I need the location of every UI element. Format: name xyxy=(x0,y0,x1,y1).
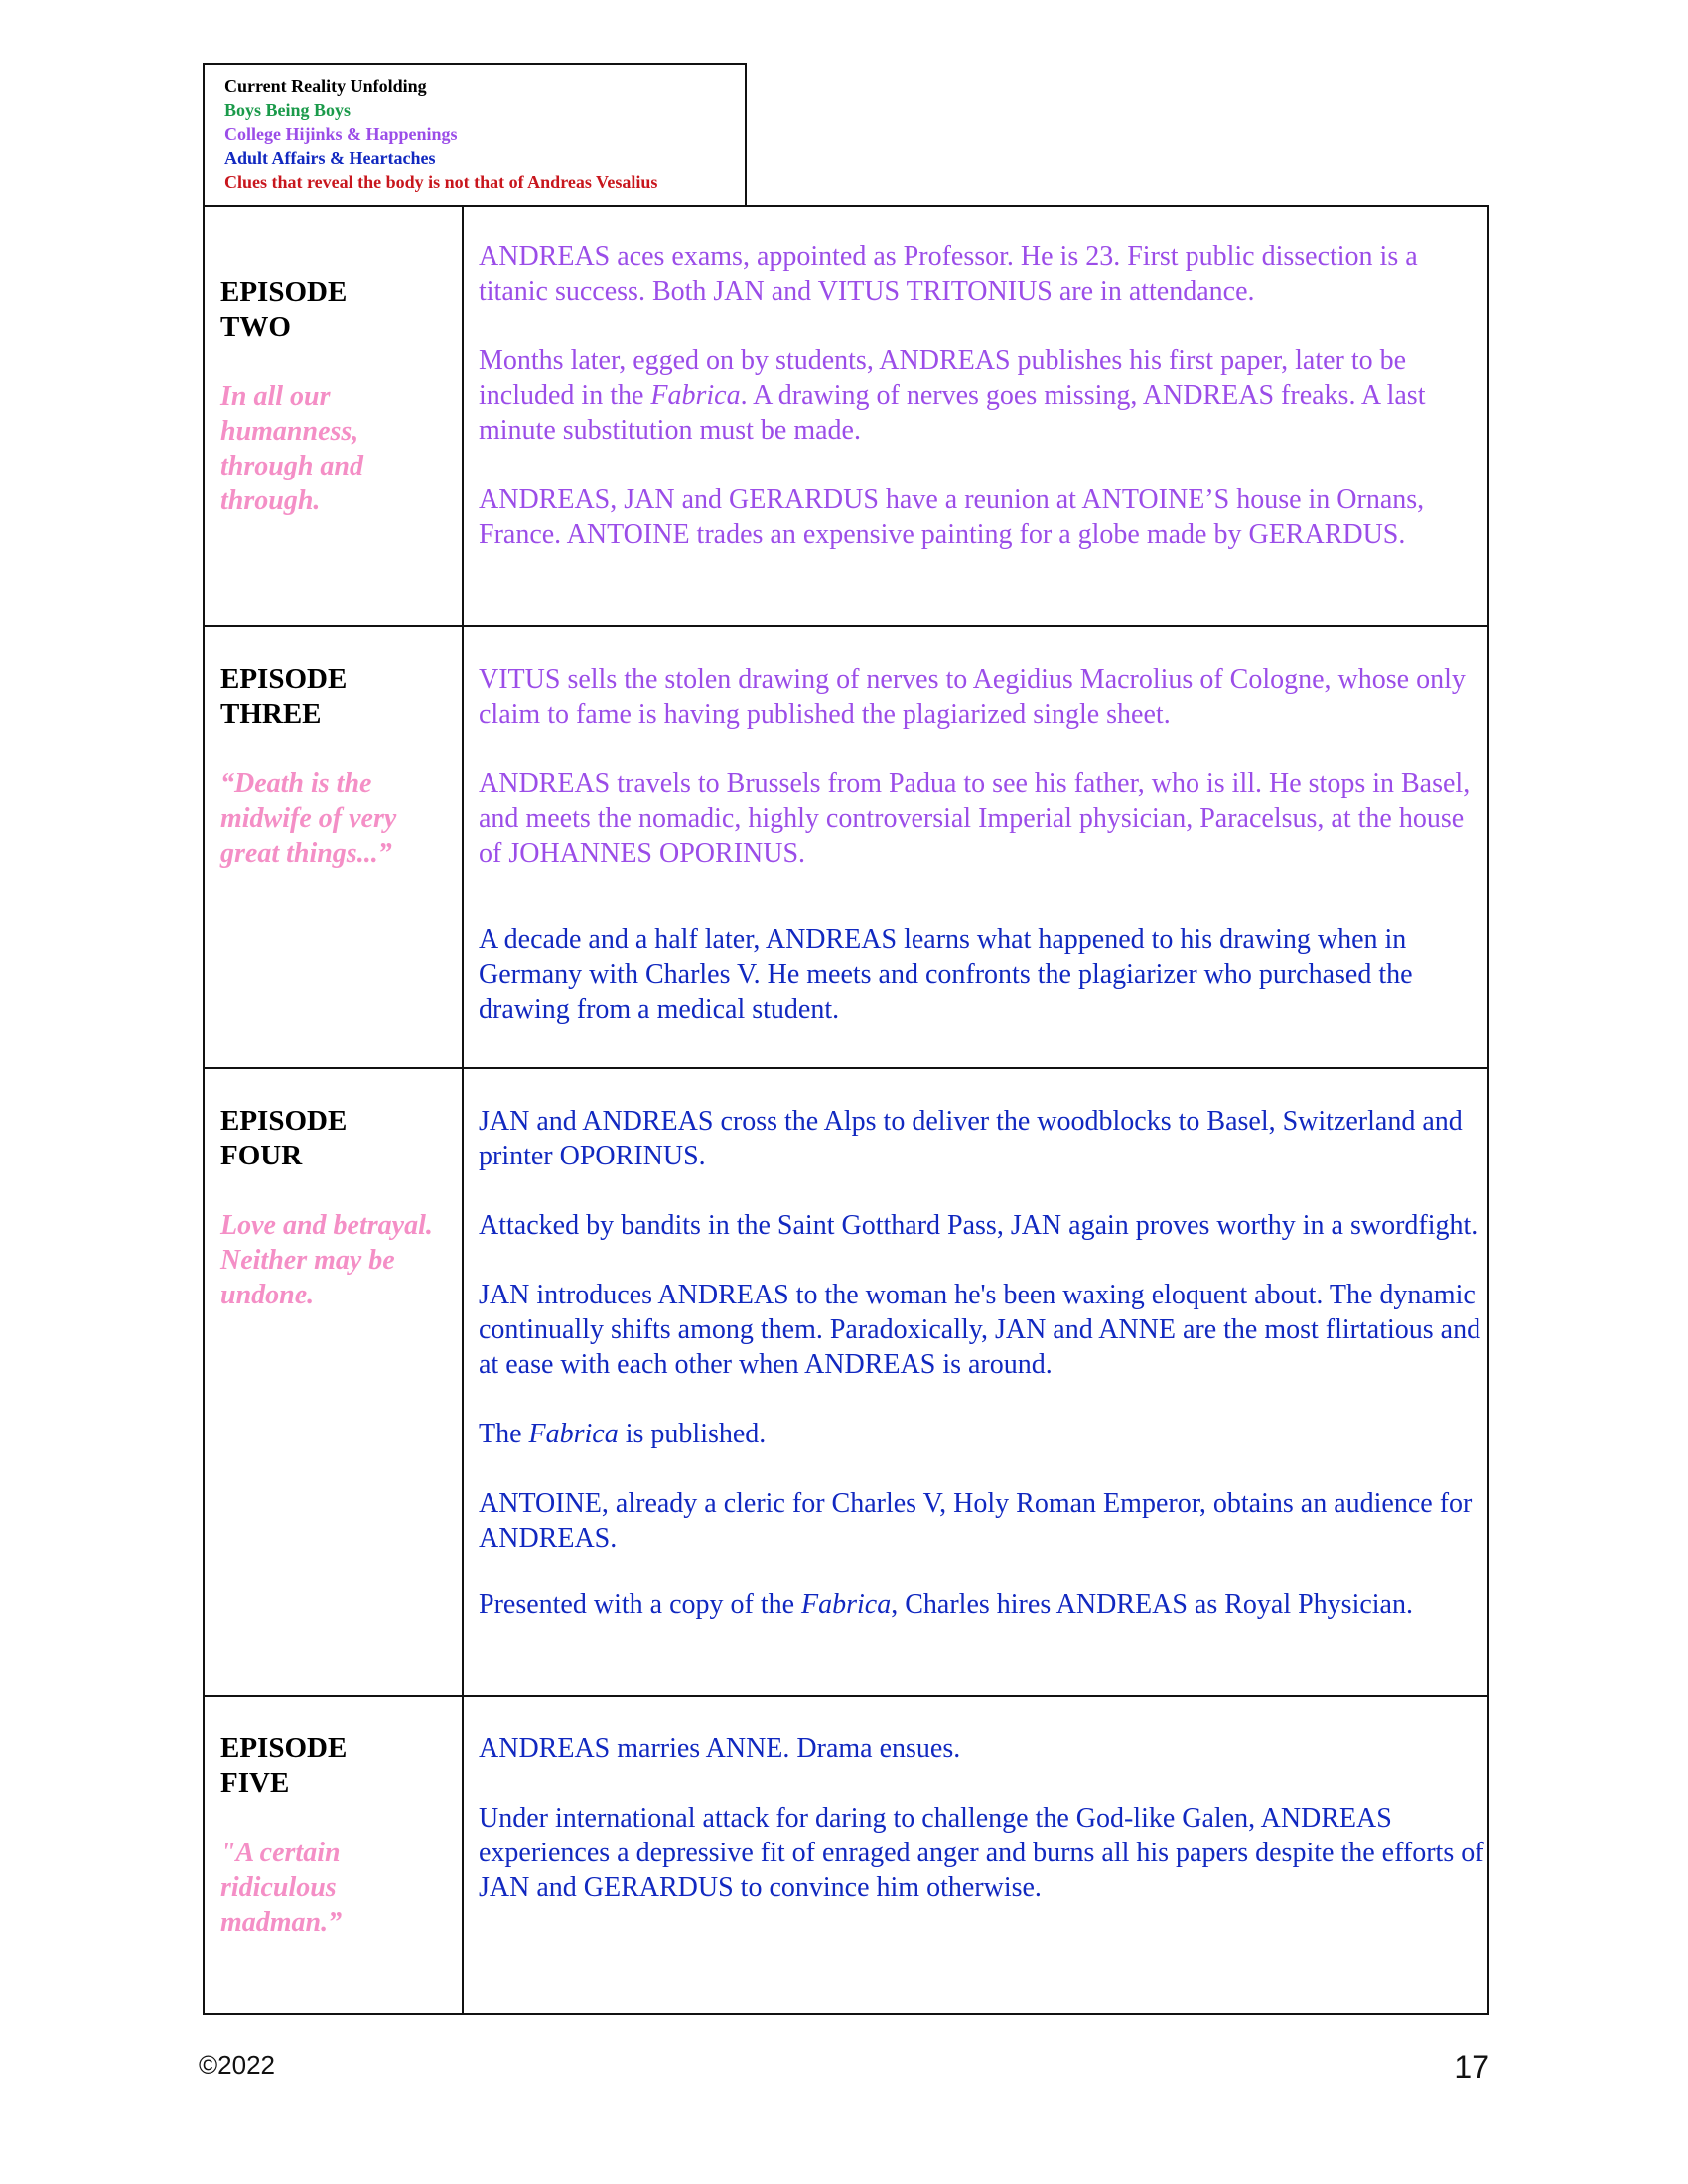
episode-row xyxy=(204,1068,1488,1696)
episode-paragraph: ANDREAS aces exams, appointed as Professor. He is 23. First public dissection is a titanic success. Both JAN and VITUS TRITONIUS are in attendance. xyxy=(479,241,1418,307)
legend-current-reality: Current Reality Unfolding xyxy=(224,76,427,96)
episode-paragraph: VITUS sells the stolen drawing of nerves to Aegidius Macrolius of Cologne, whose only claim to fame is having published the plagiarized single sheet. xyxy=(479,664,1466,730)
episode-row xyxy=(204,206,1488,626)
copyright-notice: ©2022 xyxy=(199,2050,275,2080)
episode-table xyxy=(203,205,1489,2015)
episode-paragraph: JAN introduces ANDREAS to the woman he's been waxing eloquent about. The dynamic continually shifts among them. Paradoxically, JAN and ANNE are the most flirtatious and at ease with each other when ANDREAS is around. xyxy=(479,1280,1481,1380)
episode-paragraph: ANTOINE, already a cleric for Charles V, Holy Roman Emperor, obtains an audience for ANDREAS. xyxy=(479,1488,1473,1554)
episode-title: EPISODE TWO xyxy=(220,276,348,342)
episode-paragraph: JAN and ANDREAS cross the Alps to deliver the woodblocks to Basel, Switzerland and printer OPORINUS. xyxy=(479,1106,1463,1171)
episode-paragraph: ANDREAS travels to Brussels from Padua to see his father, who is ill. He stops in Basel, and meets the nomadic, highly controversial Imperial physician, Paracelsus, at the house of JOHANNES OPORINUS. xyxy=(479,768,1471,869)
legend-adult-affairs: Adult Affairs & Heartaches xyxy=(224,148,436,168)
episode-label-cell xyxy=(204,1696,463,2014)
episode-tagline: Love and betrayal. Neither may be undone. xyxy=(220,1210,433,1310)
episode-label-cell xyxy=(204,626,463,1068)
episode-paragraph: The Fabrica is published. xyxy=(479,1419,767,1449)
episode-paragraph: A decade and a half later, ANDREAS learns what happened to his drawing when in Germany with Charles V. He meets and confronts the plagiarizer who purchased the drawing from a medical student. xyxy=(479,924,1413,1024)
episode-label-cell xyxy=(204,1068,463,1696)
episode-title: EPISODE FOUR xyxy=(220,1105,348,1171)
episode-content-cell xyxy=(463,1696,1488,2014)
episode-paragraph: ANDREAS marries ANNE. Drama ensues. xyxy=(479,1733,961,1764)
episode-paragraph: ANDREAS, JAN and GERARDUS have a reunion at ANTOINE’S house in Ornans, France. ANTOINE trades an expensive painting for a globe made by GERARDUS. xyxy=(479,484,1425,550)
episode-row xyxy=(204,626,1488,1068)
episode-paragraph: Presented with a copy of the Fabrica, Charles hires ANDREAS as Royal Physician. xyxy=(479,1589,1413,1620)
episode-row xyxy=(204,1696,1488,2014)
episode-content-cell xyxy=(463,1068,1488,1696)
legend-boys-being-boys: Boys Being Boys xyxy=(224,100,352,120)
legend-college-hijinks: College Hijinks & Happenings xyxy=(224,124,458,144)
episode-paragraph: Attacked by bandits in the Saint Gotthard Pass, JAN again proves worthy in a swordfight. xyxy=(479,1210,1478,1241)
episode-tagline: "A certain ridiculous madman.” xyxy=(220,1838,343,1938)
episode-tagline: In all our humanness, through and through. xyxy=(220,381,363,516)
color-legend xyxy=(203,63,747,206)
page-number: 17 xyxy=(1454,2049,1489,2085)
episode-title: EPISODE FIVE xyxy=(220,1732,348,1799)
episode-tagline: “Death is the midwife of very great things...” xyxy=(220,768,397,869)
episode-label-cell xyxy=(204,206,463,626)
episode-paragraph: Months later, egged on by students, ANDREAS publishes his first paper, later to be included in the Fabrica. A drawing of nerves goes missing, ANDREAS freaks. A last minute substitution must be made. xyxy=(479,345,1426,446)
episode-content-cell xyxy=(463,206,1488,626)
episode-paragraph: Under international attack for daring to challenge the God-like Galen, ANDREAS experiences a depressive fit of enraged anger and burns all his papers despite the efforts of JAN and GERARDUS to convince him otherwise. xyxy=(479,1803,1484,1903)
episode-content-cell xyxy=(463,626,1488,1068)
episode-title: EPISODE THREE xyxy=(220,663,348,730)
legend-clues: Clues that reveal the body is not that of Andreas Vesalius xyxy=(224,172,658,192)
